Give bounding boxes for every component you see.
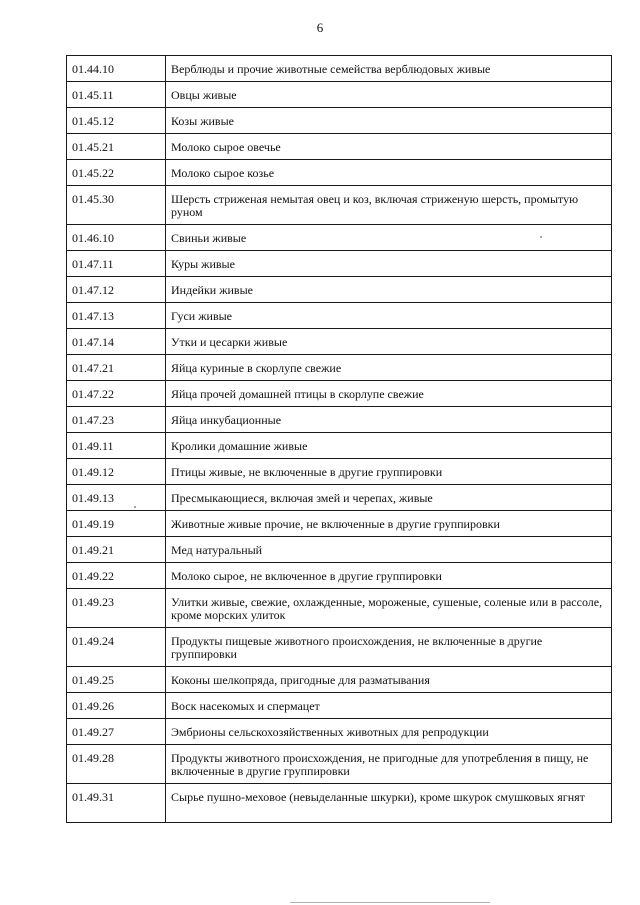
table-row bbox=[67, 56, 612, 82]
table-row bbox=[67, 251, 612, 277]
row-code: 01.49.26 bbox=[67, 693, 166, 719]
row-name: Молоко сырое овечье bbox=[166, 134, 612, 160]
table-row bbox=[67, 563, 612, 589]
row-name: Молоко сырое, не включенное в другие группировки bbox=[166, 563, 612, 589]
row-name: Молоко сырое козье bbox=[166, 160, 612, 186]
row-name: Продукты пищевые животного происхождения, не включенные в другие группировки bbox=[166, 628, 612, 667]
row-code: 01.49.25 bbox=[67, 667, 166, 693]
table-row bbox=[67, 329, 612, 355]
row-name: Индейки живые bbox=[166, 277, 612, 303]
row-name: Воск насекомых и спермацет bbox=[166, 693, 612, 719]
row-name: Коконы шелкопряда, пригодные для разматывания bbox=[166, 667, 612, 693]
table-row bbox=[67, 459, 612, 485]
table-row bbox=[67, 82, 612, 108]
row-code: 01.47.11 bbox=[67, 251, 166, 277]
row-code: 01.45.21 bbox=[67, 134, 166, 160]
table-row bbox=[67, 745, 612, 784]
classification-table bbox=[66, 55, 612, 823]
table-row bbox=[67, 589, 612, 628]
row-name: Животные живые прочие, не включенные в другие группировки bbox=[166, 511, 612, 537]
table-row bbox=[67, 667, 612, 693]
row-code: 01.49.31 bbox=[67, 784, 166, 823]
row-code: 01.49.11 bbox=[67, 433, 166, 459]
row-name: Свиньи живые bbox=[166, 225, 612, 251]
row-name: Яйца куриные в скорлупе свежие bbox=[166, 355, 612, 381]
row-code: 01.49.22 bbox=[67, 563, 166, 589]
row-code: 01.47.22 bbox=[67, 381, 166, 407]
table-row bbox=[67, 407, 612, 433]
table-row bbox=[67, 537, 612, 563]
row-code: 01.49.23 bbox=[67, 589, 166, 628]
table-row bbox=[67, 784, 612, 823]
row-name: Козы живые bbox=[166, 108, 612, 134]
row-code: 01.45.22 bbox=[67, 160, 166, 186]
table-row bbox=[67, 134, 612, 160]
row-name: Куры живые bbox=[166, 251, 612, 277]
table-row bbox=[67, 160, 612, 186]
row-name: Яйца прочей домашней птицы в скорлупе свежие bbox=[166, 381, 612, 407]
row-name: Шерсть стриженая немытая овец и коз, включая стриженую шерсть, промытую руном bbox=[166, 186, 612, 225]
row-code: 01.47.13 bbox=[67, 303, 166, 329]
page-number: 6 bbox=[316, 20, 324, 35]
row-code: 01.49.13 bbox=[67, 485, 166, 511]
row-code: 01.45.12 bbox=[67, 108, 166, 134]
row-name: Гуси живые bbox=[166, 303, 612, 329]
row-name: Птицы живые, не включенные в другие группировки bbox=[166, 459, 612, 485]
row-name: Утки и цесарки живые bbox=[166, 329, 612, 355]
row-name: Улитки живые, свежие, охлажденные, мороженые, сушеные, соленые или в рассоле, кроме морских улиток bbox=[166, 589, 612, 628]
row-name: Мед натуральный bbox=[166, 537, 612, 563]
classification-table-body bbox=[67, 56, 612, 823]
table-row bbox=[67, 277, 612, 303]
row-name: Сырье пушно-меховое (невыделанные шкурки), кроме шкурок смушковых ягнят bbox=[166, 784, 612, 823]
row-code: 01.49.28 bbox=[67, 745, 166, 784]
row-code: 01.49.27 bbox=[67, 719, 166, 745]
row-code: 01.46.10 bbox=[67, 225, 166, 251]
table-row bbox=[67, 186, 612, 225]
row-code: 01.47.23 bbox=[67, 407, 166, 433]
table-row bbox=[67, 485, 612, 511]
row-code: 01.49.19 bbox=[67, 511, 166, 537]
table-row bbox=[67, 355, 612, 381]
table-row bbox=[67, 628, 612, 667]
row-code: 01.49.24 bbox=[67, 628, 166, 667]
row-code: 01.47.21 bbox=[67, 355, 166, 381]
scan-artifact-dot bbox=[540, 236, 542, 238]
table-row bbox=[67, 108, 612, 134]
table-row bbox=[67, 433, 612, 459]
row-code: 01.49.21 bbox=[67, 537, 166, 563]
scan-artifact-dot bbox=[134, 506, 136, 508]
row-name: Эмбрионы сельскохозяйственных животных для репродукции bbox=[166, 719, 612, 745]
row-code: 01.44.10 bbox=[67, 56, 166, 82]
row-name: Яйца инкубационные bbox=[166, 407, 612, 433]
table-row bbox=[67, 693, 612, 719]
row-code: 01.45.11 bbox=[67, 82, 166, 108]
row-code: 01.47.12 bbox=[67, 277, 166, 303]
table-row bbox=[67, 303, 612, 329]
scan-artifact-line bbox=[290, 902, 490, 903]
row-code: 01.49.12 bbox=[67, 459, 166, 485]
row-code: 01.45.30 bbox=[67, 186, 166, 225]
row-name: Продукты животного происхождения, не пригодные для употребления в пищу, не включенные в другие группировки bbox=[166, 745, 612, 784]
table-row bbox=[67, 719, 612, 745]
row-name: Кролики домашние живые bbox=[166, 433, 612, 459]
table-row bbox=[67, 381, 612, 407]
row-name: Овцы живые bbox=[166, 82, 612, 108]
row-name: Верблюды и прочие животные семейства верблюдовых живые bbox=[166, 56, 612, 82]
row-name: Пресмыкающиеся, включая змей и черепах, живые bbox=[166, 485, 612, 511]
table-row bbox=[67, 225, 612, 251]
row-code: 01.47.14 bbox=[67, 329, 166, 355]
table-row bbox=[67, 511, 612, 537]
